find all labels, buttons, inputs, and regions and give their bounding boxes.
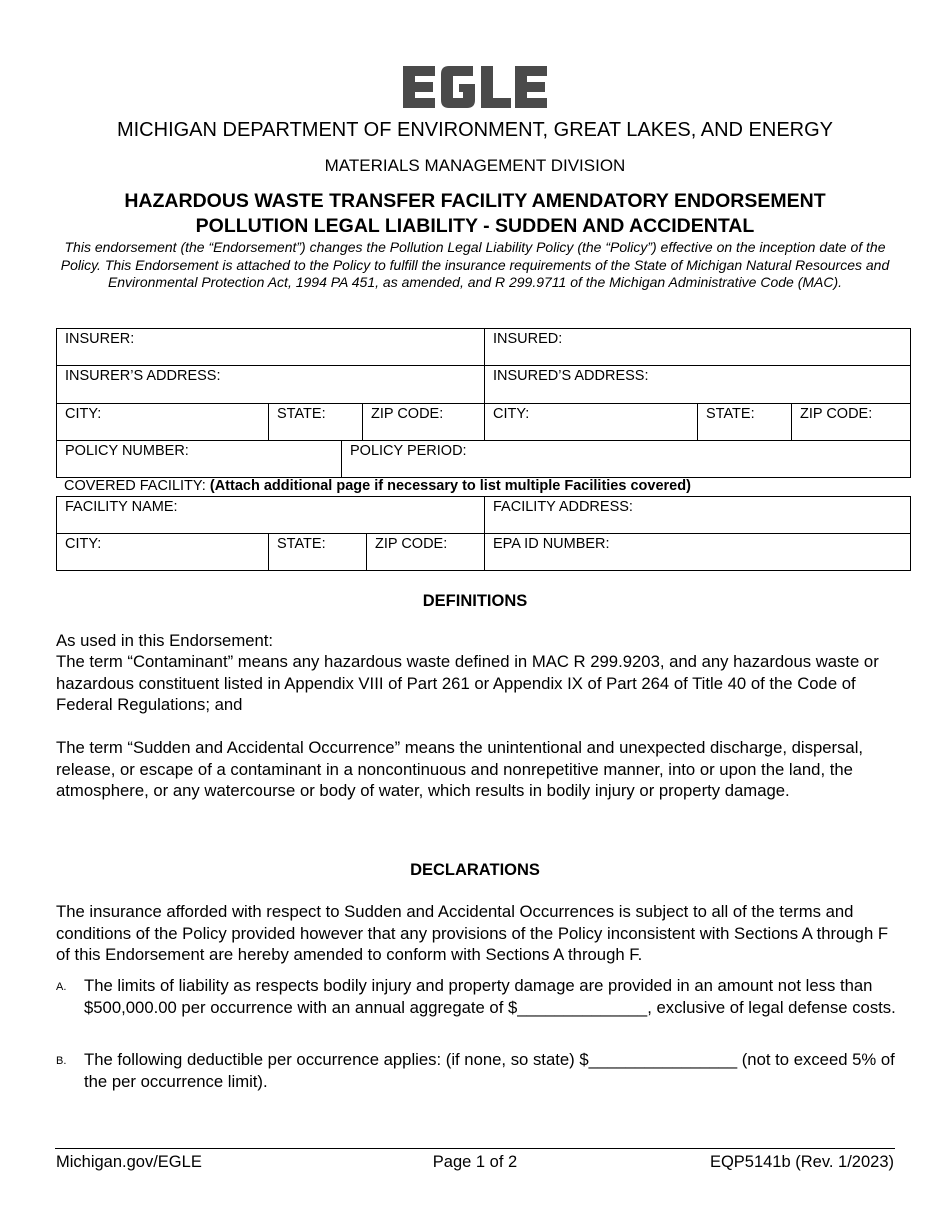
facility-city-field[interactable]: CITY: xyxy=(56,533,269,571)
insurer-state-field[interactable]: STATE: xyxy=(268,403,363,441)
facility-name-field[interactable]: FACILITY NAME: xyxy=(56,496,485,534)
policy-number-field[interactable]: POLICY NUMBER: xyxy=(56,440,342,478)
insured-state-field[interactable]: STATE: xyxy=(697,403,792,441)
insurer-address-field[interactable]: INSURER’S ADDRESS: xyxy=(56,365,485,404)
definition-contaminant: The term “Contaminant” means any hazardous waste defined in MAC R 299.9203, and any hazardous waste or hazardous constituent listed in Appendix VIII of Part 261 or Appendix IX of Part 264 of Title 40 of the Code of Federal Regulations; and xyxy=(56,652,879,714)
epa-id-field[interactable]: EPA ID NUMBER: xyxy=(484,533,911,571)
footer-page-number: Page 1 of 2 xyxy=(432,1153,518,1171)
insurer-zip-field[interactable]: ZIP CODE: xyxy=(362,403,485,441)
insured-zip-field[interactable]: ZIP CODE: xyxy=(791,403,911,441)
declaration-b-marker: B. xyxy=(56,1055,67,1067)
definition-occurrence: The term “Sudden and Accidental Occurrence” means the unintentional and unexpected discharge, dispersal, release, or escape of a contaminant in a noncontinuous and nonrepetitive manner, into or upon the land, the atmosphere, or any watercourse or body of water, which results in bodily injury or property damage. xyxy=(56,738,864,800)
division-name: MATERIALS MANAGEMENT DIVISION xyxy=(324,156,626,175)
insurer-city-field[interactable]: CITY: xyxy=(56,403,269,441)
insurer-field[interactable]: INSURER: xyxy=(56,328,485,366)
form-title-line2: POLLUTION LEGAL LIABILITY - SUDDEN AND ACCIDENTAL xyxy=(195,215,755,237)
declaration-b-text: The following deductible per occurrence applies: (if none, so state) $________________ (not to exceed 5% of the per occurrence limit). xyxy=(84,1050,895,1091)
covered-facility-label xyxy=(64,478,691,494)
covered-facility-title: COVERED FACILITY: xyxy=(64,478,206,494)
declaration-a-marker: A. xyxy=(56,981,67,993)
facility-address-field[interactable]: FACILITY ADDRESS: xyxy=(484,496,911,534)
endorsement-intro: This endorsement (the “Endorsement”) changes the Pollution Legal Liability Policy (the “Policy”) effective on the inception date of the Policy. This Endorsement is attached to the Policy to fulfill the insurance requirements of the State of Michigan Natural Resources and Environmental Protection Act, 1994 PA 451, as amended, and R 299.9711 of the Michigan Administrative Code (MAC). xyxy=(60,239,890,290)
insured-field[interactable]: INSURED: xyxy=(484,328,911,366)
insured-address-field[interactable]: INSURED’S ADDRESS: xyxy=(484,365,911,404)
insured-city-field[interactable]: CITY: xyxy=(484,403,698,441)
facility-state-field[interactable]: STATE: xyxy=(268,533,367,571)
declarations-intro: The insurance afforded with respect to Sudden and Accidental Occurrences is subject to all of the terms and conditions of the Policy provided however that any provisions of the Policy inconsistent with Sections A through F of this Endorsement are hereby amended to conform with Sections A through F. xyxy=(56,902,889,964)
declarations-heading: DECLARATIONS xyxy=(410,861,540,879)
footer-form-number: EQP5141b (Rev. 1/2023) xyxy=(709,1153,894,1171)
footer-website: Michigan.gov/EGLE xyxy=(56,1153,202,1171)
declaration-a-text: The limits of liability as respects bodily injury and property damage are provided in an amount not less than $500,000.00 per occurrence with an annual aggregate of $______________, exclusive of legal defense costs. xyxy=(84,976,896,1017)
policy-period-field[interactable]: POLICY PERIOD: xyxy=(341,440,911,478)
definitions-intro: As used in this Endorsement: xyxy=(56,631,274,650)
covered-facility-note: (Attach additional page if necessary to list multiple Facilities covered) xyxy=(209,478,691,494)
facility-zip-field[interactable]: ZIP CODE: xyxy=(366,533,485,571)
footer-divider xyxy=(55,1148,895,1149)
definitions-heading: DEFINITIONS xyxy=(422,592,528,610)
form-title-line1: HAZARDOUS WASTE TRANSFER FACILITY AMENDATORY ENDORSEMENT xyxy=(124,190,826,212)
department-name: MICHIGAN DEPARTMENT OF ENVIRONMENT, GREAT LAKES, AND ENERGY xyxy=(116,119,834,141)
egle-logo xyxy=(403,66,547,108)
